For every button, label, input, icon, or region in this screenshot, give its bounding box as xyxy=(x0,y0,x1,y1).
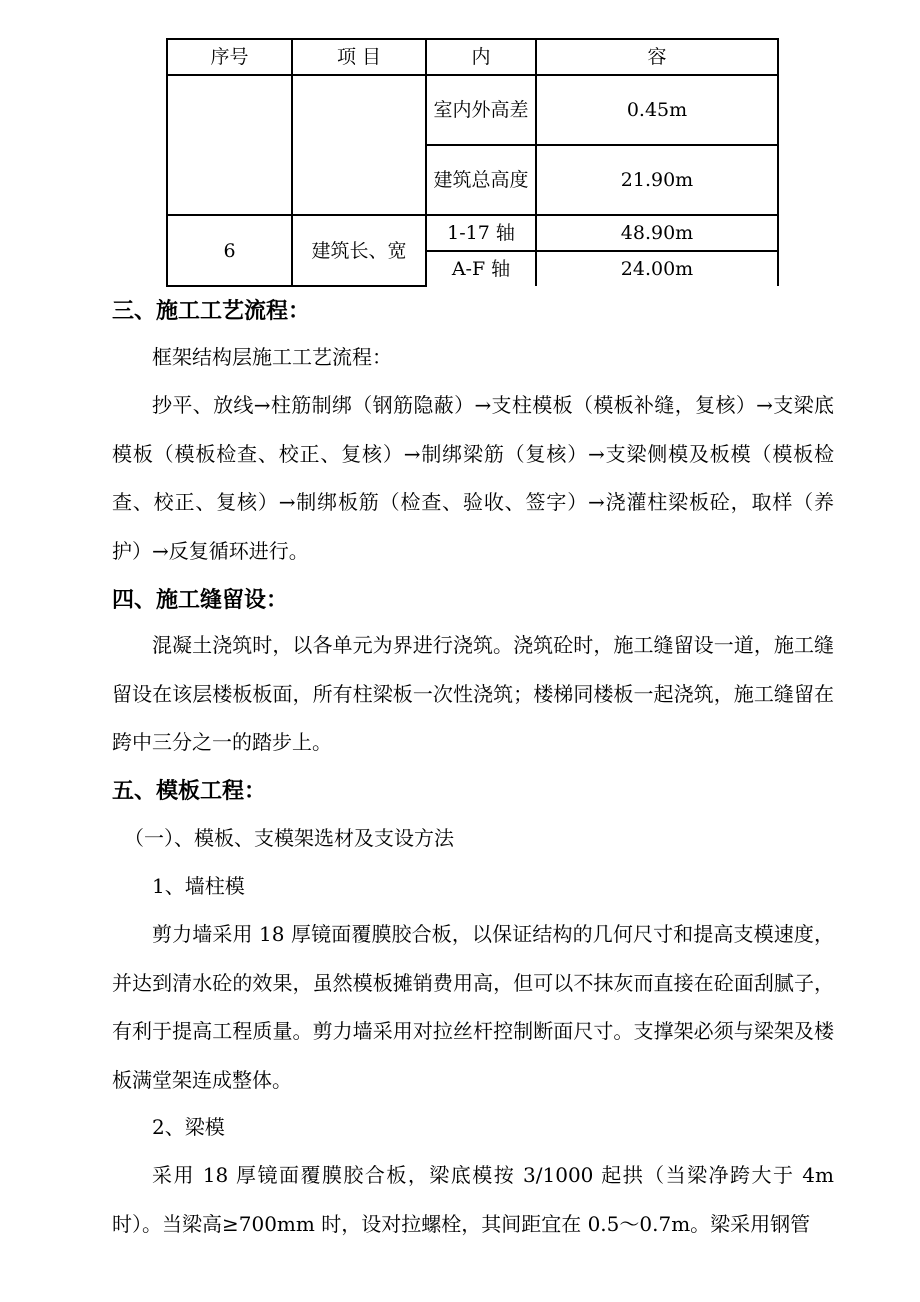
section-5-item-1-title: 1、墙柱模 xyxy=(152,874,245,898)
table-cell-value: 24.00m xyxy=(536,251,778,286)
table-cell-content: 建筑总高度 xyxy=(426,145,536,215)
section-3-body: 抄平、放线→柱筋制绑（钢筋隐蔽）→支柱模板（模板补缝，复核）→支梁底模板（模板检查、校正、复核）→制绑梁筋（复核）→支梁侧模及板模（模板检查、校正、复核）→制绑板筋（检查、验收、签字）→浇灌柱梁板砼，取样（养护）→反复循环进行。 xyxy=(112,393,834,563)
section-5-item-1-body: 剪力墙采用 18 厚镜面覆膜胶合板，以保证结构的几何尺寸和提高支模速度，并达到清水砼的效果，虽然模板摊销费用高，但可以不抹灰而直接在砼面刮腻子，有利于提高工程质量。剪力墙采用对拉丝杆控制断面尺寸。支撑架必须与梁架及楼板满堂架连成整体。 xyxy=(112,922,834,1092)
header-index: 序号 xyxy=(167,39,292,75)
header-content-left: 内 xyxy=(426,39,536,75)
table-cell-item: 建筑长、宽 xyxy=(292,215,426,286)
section-3-intro: 框架结构层施工工艺流程： xyxy=(152,345,392,369)
section-3-title: 三、施工工艺流程： xyxy=(112,299,311,324)
header-item: 项 目 xyxy=(292,39,426,75)
header-content-right: 容 xyxy=(536,39,778,75)
table-cell-content: 室内外高差 xyxy=(426,75,536,145)
table-cell-value: 48.90m xyxy=(536,215,778,251)
table-cell-content: 1-17 轴 xyxy=(426,215,536,251)
table-cell-value: 0.45m xyxy=(536,75,778,145)
spec-table xyxy=(166,38,779,287)
section-5-subsection-1: （一）、模板、支模架选材及支设方法 xyxy=(124,826,454,850)
table-cell-index: 6 xyxy=(167,215,292,286)
table-row xyxy=(167,215,778,251)
table-cell-item-empty xyxy=(292,75,426,215)
section-5-item-2-body: 采用 18 厚镜面覆膜胶合板，梁底模按 3/1000 起拱（当梁净跨大于 4m 时）。当梁高≥700mm 时，设对拉螺栓，其间距宜在 0.5～0.7m。梁采用钢管 xyxy=(112,1163,834,1236)
section-5-title: 五、模板工程： xyxy=(112,779,267,804)
table-row xyxy=(167,75,778,145)
table-cell-content: A-F 轴 xyxy=(426,251,536,286)
spec-table-container xyxy=(166,38,779,287)
section-5-item-2-title: 2、梁模 xyxy=(152,1115,225,1139)
table-cell-index-empty xyxy=(167,75,292,215)
table-header-row xyxy=(167,39,778,75)
section-4-body: 混凝土浇筑时，以各单元为界进行浇筑。浇筑砼时，施工缝留设一道，施工缝留设在该层楼板板面，所有柱梁板一次性浇筑；楼梯同楼板一起浇筑，施工缝留在跨中三分之一的踏步上。 xyxy=(112,633,834,755)
table-cell-value: 21.90m xyxy=(536,145,778,215)
section-4-title: 四、施工缝留设： xyxy=(112,588,289,613)
